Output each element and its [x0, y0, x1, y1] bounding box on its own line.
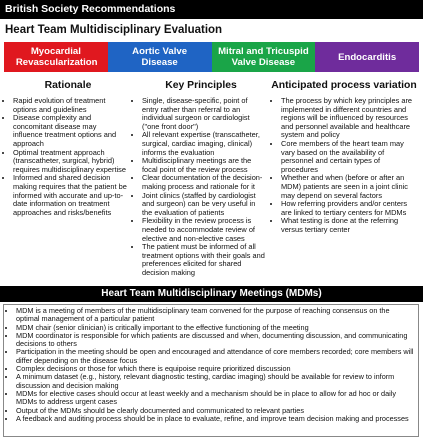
list-item: • The patient must be informed of all treatment options with their goals and preferences elicited for shared decision making: [142, 243, 266, 277]
list-item: • Core members of the heart team may vary based on the availability of personnel and certain types of procedures: [281, 140, 418, 174]
list-item: • The process by which key principles are implemented in different countries and regions will be influenced by resources and personnel available and healthcare system and policy: [281, 97, 418, 140]
category-endocarditis: [315, 42, 419, 72]
list-item: • Single, disease-specific, point of entry rather than referral to an individual surgeon or cardiologist ("one front door"): [142, 97, 266, 131]
list-item: • MDM coordinator is responsible for which patients are discussed and when, documenting discussion, and communicating decisions to others: [16, 332, 414, 349]
variation-list: [272, 97, 418, 235]
list-item: • Participation in the meeting should be open and encouraged and attendance of core members recorded; core members will differ depending on the disease focus: [16, 348, 414, 365]
variation-heading: Anticipated process variation: [271, 80, 417, 91]
rationale-heading: Rationale: [44, 80, 92, 91]
variation-column: [272, 97, 418, 235]
list-item: • What testing is done at the referring versus tertiary center: [281, 217, 418, 234]
list-item: • Informed and shared decision making requires that the patient be informed with accurate and up-to-date information on treatment approaches and risks/benefits: [13, 174, 128, 217]
list-item: • Disease complexity and concomitant disease may influence treatment options and approach: [13, 114, 128, 148]
list-item: • Complex decisions or those for which there is equipoise require prioritized discussion: [16, 365, 414, 373]
rationale-list: [4, 97, 128, 217]
page-title: Heart Team Multidisciplinary Evaluation: [5, 24, 223, 36]
list-item: • Optimal treatment approach (transcatheter, surgical, hybrid) requires multidisciplinary expertise: [13, 149, 128, 175]
principles-heading: Key Principles: [165, 80, 237, 91]
category-label: Mitral and Tricuspid Valve Disease: [218, 46, 309, 68]
list-item: • Joint clinics (staffed by cardiologist and surgeon) can be very useful in the evaluation of patients: [142, 192, 266, 218]
principles-list: [133, 97, 266, 277]
mdm-list: [6, 307, 414, 423]
list-item: • MDM chair (senior clinician) is critically important to the effective functioning of the meeting: [16, 324, 414, 332]
category-aortic-valve: [108, 42, 212, 72]
principles-column: [133, 97, 266, 277]
category-revascularization: [4, 42, 108, 72]
category-label: Aortic Valve Disease: [132, 46, 188, 68]
society-banner: British Society Recommendations: [0, 0, 423, 19]
category-row: [4, 42, 419, 72]
list-item: • A minimum dataset (e.g., history, relevant diagnostic testing, cardiac imaging) should be available for review to inform discussion and decision making: [16, 373, 414, 390]
list-item: • How referring providers and/or centers are linked to tertiary centers for MDMs: [281, 200, 418, 217]
list-item: • Rapid evolution of treatment options and guidelines: [13, 97, 128, 114]
rationale-column: [4, 97, 128, 217]
list-item: • Clear documentation of the decision-making process and rationale for it: [142, 174, 266, 191]
category-label: Endocarditis: [338, 51, 397, 63]
list-item: • MDMs for elective cases should occur at least weekly and a mechanism should be in place to allow for ad hoc or daily MDMs to address urgent cases: [16, 390, 414, 407]
list-item: • All relevant expertise (transcatheter, surgical, cardiac imaging, clinical) informs the evaluation: [142, 131, 266, 157]
mdm-heading: Heart Team Multidisciplinary Meetings (MDMs): [0, 286, 423, 302]
category-mitral-tricuspid: [212, 42, 316, 72]
list-item: • Flexibility in the review process is needed to accommodate review of elective and non-elective cases: [142, 217, 266, 243]
category-label: Myocardial Revascularization: [15, 46, 98, 68]
list-item: • Multidisciplinary meetings are the focal point of the review process: [142, 157, 266, 174]
mdm-box: [3, 304, 419, 437]
list-item: • Whether and when (before or after an MDM) patients are seen in a joint clinic may depend on several factors: [281, 174, 418, 200]
list-item: • MDM is a meeting of members of the multidisciplinary team convened for the purpose of reaching consensus on the optimal management of a particular patient: [16, 307, 414, 324]
list-item: • A feedback and auditing process should be in place to evaluate, refine, and improve team decision making and processes: [16, 415, 414, 423]
list-item: • Output of the MDMs should be clearly documented and communicated to relevant parties: [16, 407, 414, 415]
